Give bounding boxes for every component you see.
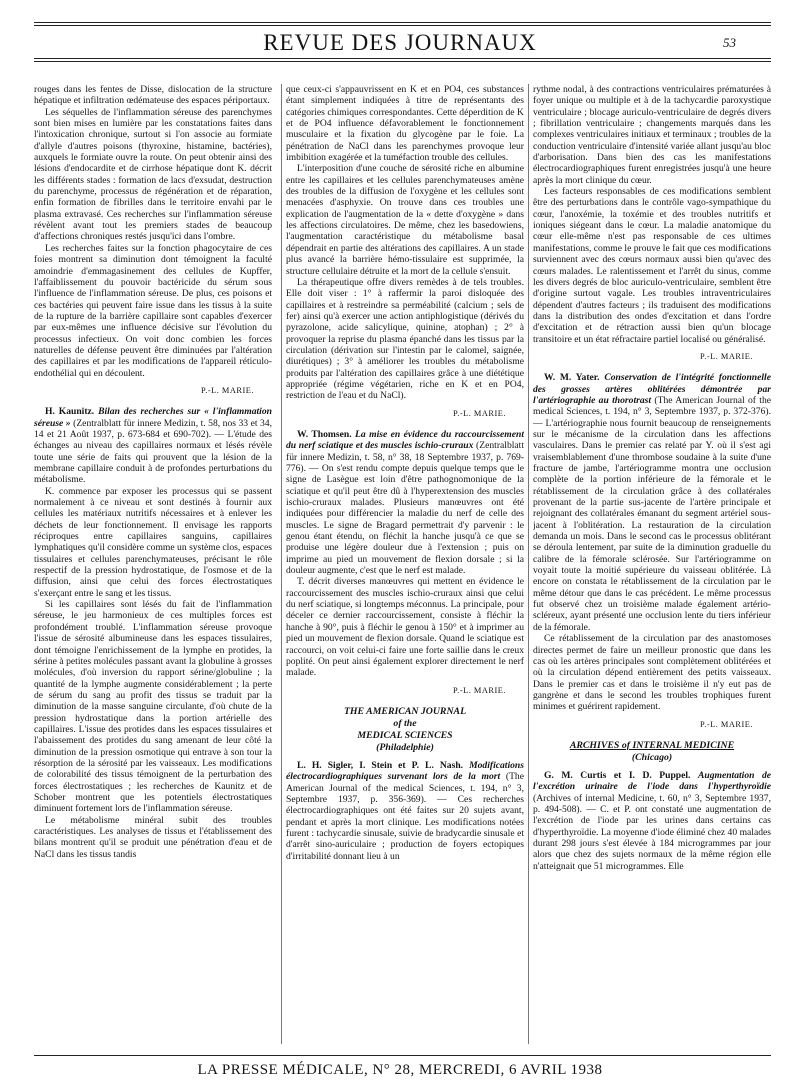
article-title: La mise en évidence du raccourcissement du nerf sciatique et des muscles ischio-cruraux	[286, 428, 524, 452]
paragraph: Le métabolisme minéral subit des troubles caractéristiques. Les analyses de tissus et l'établissement des bilans montrent qu'il se produit une pénétration d'eau et de NaCl dans les tissus tandis	[34, 814, 272, 860]
journal-city: (Chicago)	[631, 751, 673, 763]
article-authors: G. M. Curtis et I. D. Puppel.	[544, 769, 691, 781]
article-authors: L. H. Sigler, I. Stein et P. L. Nash.	[297, 759, 464, 771]
column-2	[286, 84, 524, 1054]
journal-section-heading	[533, 740, 771, 764]
article-abstract	[533, 372, 771, 633]
paragraph: que ceux-ci s'appauvrissent en K et en PO4, ces substances étant simplement indiquées à titre de représentants des catégories chimiques correspondantes. Cette déperdition de K et de PO4 influence défavorablement le fonctionnement musculaire et la fixation du glycogène par le foie. La pénétration de NaCl dans les parenchymes provoque leur imbibition exagérée et la tuméfaction trouble des cellules.	[286, 84, 524, 164]
article-reference: (Zentralblatt für innere Medizin, t. 58, n° 38, 18 Septembre 1937, p. 769-776). — On s'est rendu compte depuis quelque temps que le signe de Lasègue est loin d'être pathognomonique de la sciatique et qu'il peut être dû à l'hyperextension des muscles ischio-cruraux malades. Plusieurs manœuvres ont été indiquées pour différencier la maladie du nerf de celle des muscles. Le signe de Bragard permettrait d'y parvenir : le genou étant étendu, on fléchit la hanche jusqu'à ce que se produise une légère douleur due à l'extension ; puis on imprime au pied un mouvement de flexion dorsale ; si la douleur augmente, c'est que le nerf est malade.	[286, 440, 524, 577]
header-bottom-rule-double	[34, 61, 771, 62]
journal-name-line: ARCHIVES of INTERNAL MEDICINE	[569, 739, 735, 751]
article-reference: (The American Journal of the medical Sciences, t. 194, n° 3, Septembre 1937, p. 372-376). — L'artériographie nous fournit beaucoup de renseignements sur le mécanisme de la circulation dans les affections vasculaires. Dans le premier cas relaté par Y. où il s'est agi vraisemblablement d'une thrombose soudaine à la suite d'une fracture de jambe, l'artériogramme montra une occlusion complète de la portion inférieure de la fémorale et le rétablissement de la circulation grâce à des collatérales provenant de la partie sus-jacente de l'artère principale et rejoignant des collatérales émanant du segment artériel sous-jacent à l'oblitération. La restauration de la circulation demanda un mois. Dans le second cas le processus oblitérant se déroula lentement, par suite de la diminution graduelle du calibre de la fémorale sclérosée. Sur l'artériogramme on voyait toute la moitié supérieure du vaisseau oblitérée. Là encore on constata le rétablissement de la circulation par le même détour que dans le cas précédent. Le même processus fut observé chez un troisième malade également artério-scléreux, ayant présenté une occlusion lente du tiers inférieur de la fémorale.	[533, 394, 771, 633]
article-reference: (Archives of internal Medicine, t. 60, n° 3, Septembre 1937, p. 494-508). — C. et P. ont constaté une augmentation de l'excrétion de l'iode par les urines dans certains cas d'hyperthyroïdie. La moyenne d'iode éliminé chez 40 malades durant 298 jours s'est élevée à 184 microgrammes par jour alors que chez des sujets normaux de la même région elle n'atteignait que 51 microgrammes. Elle	[533, 792, 771, 872]
journal-name-line: of the	[393, 717, 417, 729]
article-abstract	[34, 406, 272, 485]
paragraph: L'interposition d'une couche de sérosité riche en albumine entre les capillaires et les cellules parenchymateuses amène des troubles de la diffusion de l'oxygène et les cellules sont menacées d'asphyxie. On trouve dans ces troubles une explication de l'augmentation de la « dette d'oxygène » dans les affections circulatoires. De même, chez les basedowiens, l'augmentation caractéristique du métabolisme basal dépendrait en partie des altérations des capillaires. A un stade plus avancé la barrière hémo-tissulaire est supprimée, la structure cellulaire détruite et la mort de la cellule s'ensuit.	[286, 163, 524, 277]
article-reference: (The American Journal of the medical Sciences, t. 194, n° 3, Septembre 1937, p. 356-369). — Ces recherches électrocardiographiques ont été faites sur 20 sujets avant, pendant et après la mort clinique. Les modifications notées furent : tachycardie sinusale, suivie de bradycardie sinusale et d'arrêt sino-auriculaire ; production de foyers ectopiques d'irritabilité donnant lieu à un	[286, 771, 524, 862]
signature: P.-L. MARIE.	[201, 385, 254, 395]
article-reference: (Zentralblatt für innere Medizin, t. 58, nos 33 et 34, 14 et 21 Août 1937, p. 673-684 et 690-702). — L'étude des échanges au niveau des capillaires normaux et lésés révèle toute une série de faits qui prouvent que la lésion de la membrane capillaire conduit à de profondes perturbations du métabolisme.	[34, 417, 272, 486]
signature: P.-L. MARIE.	[700, 351, 753, 361]
paragraph: K. commence par exposer les processus qui se passent normalement à ce niveau et sont destinés à fournir aux cellules les matériaux nutritifs nécessaires et à enlever les déchets de leur fonctionnement. Il envisage les rapports réciproques entre capillaires sanguins, capillaires lymphatiques qu'il considère comme un système clos, espaces tissulaires et cellules parenchymateuses, précisant le rôle respectif de la pression hydrostatique, de l'osmose et de la diffusion, ainsi que celui des forces électrostatiques s'exerçant entre le sang et les tissus.	[34, 485, 272, 599]
signature: P.-L. MARIE.	[453, 408, 506, 418]
article-authors: W. Thomsen.	[297, 428, 352, 440]
signature: P.-L. MARIE.	[453, 685, 506, 695]
paragraph: La thérapeutique offre divers remèdes à de tels troubles. Elle doit viser : 1° à raffermir la paroi disloquée des capillaires et à restreindre sa perméabilité (calcium ; sels de fer) ainsi qu'à exercer une action antiphlogistique (dérivés du pyrazolone, acide salicylique, quinine, atophan) ; 2° à provoquer la reprise du plasma épanché dans les tissus par la circulation (dérivation sur l'intestin par le calomel, saignée, diurétiques) ; 3° à améliorer les troubles du métabolisme produits par l'altération des capillaires grâce à une diététique appropriée (régime végétarien, riche en K et en PO4, restriction de l'eau et du NaCl).	[286, 276, 524, 402]
article-title: Augmentation de l'excrétion urinaire de l'iode dans l'hyperthyroïdie	[533, 769, 771, 793]
article-title: Bilan des recherches sur « l'inflammation séreuse »	[34, 406, 272, 429]
paragraph: Les séquelles de l'inflammation séreuse des parenchymes sont bien mises en lumière par les constatations faites dans l'intoxication chronique, surtout si l'on associe au formiate d'allyle d'autres poisons (thyroxine, histamine, bactéries), auxquels le formiate ouvre la route. On peut obtenir ainsi des lésions d'endocardite et de cirrhose hépatique dont K. décrit les différents stades : formation de lacs d'exsudat, destruction du parenchyme, processus de régénération et de réparation, enfin formation de fibrilles dans le territoire envahi par le plasma extravasé. Ces recherches sur l'inflammation séreuse révèlent avant tout les premiers stades de beaucoup d'affections chroniques restés jusqu'ici dans l'ombre.	[34, 106, 272, 243]
top-rule-double	[34, 25, 771, 26]
article-authors: H. Kaunitz.	[45, 406, 95, 418]
page-number: 53	[723, 35, 736, 50]
article-abstract	[286, 760, 524, 862]
article-authors: W. M. Yater.	[544, 372, 600, 384]
paragraph: T. décrit diverses manœuvres qui mettent en évidence le raccourcissement des muscles ischio-cruraux ainsi que celui du nerf sciatique, si longtemps méconnus. La principale, pour déceler ce dernier raccourcissement, consiste à fléchir la hanche à 90°, puis à fléchir le genou à 150° et à imprimer au pied un mouvement de flexion dorsale. Quand le sciatique est raccourci, on voit celui-ci faire une forte saillie dans le creux poplité. On peut ainsi également explorer directement le nerf malade.	[286, 576, 524, 679]
article-title: Conservation de l'intégrité fonctionnelle des grosses artères oblitérées démontrée par l'artériographie au thorotrast	[533, 372, 771, 406]
top-rule	[34, 22, 771, 23]
article-abstract	[533, 770, 771, 872]
journal-name-line: MEDICAL SCIENCES	[357, 729, 453, 741]
signature: P.-L. MARIE.	[700, 719, 753, 729]
page-header-title: REVUE DES JOURNAUX	[263, 30, 537, 55]
page-footer: LA PRESSE MÉDICALE, N° 28, MERCREDI, 6 AVRIL 1938	[197, 1062, 603, 1078]
column-divider	[281, 84, 282, 1044]
column-1	[34, 84, 272, 1054]
article-title: Modifications électrocardiographiques survenant lors de la mort	[286, 759, 524, 783]
paragraph: Les facteurs responsables de ces modifications semblent être des perturbations dans le contrôle vago-sympathique du cœur, l'anoxémie, la toxémie et des troubles nutritifs et ioniques siégeant dans le cœur. La maladie anatomique du cœur elle-même n'est pas responsable de ces ultimes manifestations, comme le prouve le fait que ces modifications surviennent avec des cœurs normaux aussi bien qu'avec des cœurs malades. Le ralentissement et l'arrêt du sinus, comme les divers degrés de bloc auriculo-ventriculaire, semblent être d'origine surtout vagale. Les troubles intraventriculaires dépendent d'autres facteurs ; ils traduisent des modifications dans la distribution des ondes d'excitation et dans l'ordre d'excitation et de rétraction aussi bien qu'un blocage transitoire et un état réfractaire partiel localisé ou généralisé.	[533, 186, 771, 345]
journal-section-heading	[286, 706, 524, 754]
article-abstract	[286, 429, 524, 576]
paragraph: Si les capillaires sont lésés du fait de l'inflammation séreuse, le jeu harmonieux de ces multiples forces est profondément troublé. L'inflammation séreuse provoque l'issue de sérosité albumineuse dans les espaces tissulaires, dont témoigne l'enrichissement de la lymphe en protides, la sérine à petites molécules passant avant la globuline à grosses molécules, d'où inversion du rapport sérine/globuline ; la quantité de la lymphe augmente considérablement ; la perte de sérum du sang au profit des tissus se traduit par la diminution de la masse sanguine circulante, d'où chute de la pression hydrostatique dans la portion artérielle des capillaires. L'issue des protides dans les espaces tissulaires et l'abaissement des protides du sang amenant de leur côté la diminution de la pression osmotique qui entrave à son tour la résorption de la sérosité par les vaisseaux. Les modifications de colorabilité des tissus témoignent de la perturbation des forces électrostatiques ; les recherches de Kaunitz et de Schober montrent que les potentiels électrostatiques diminuent fortement lors de l'inflammation séreuse.	[34, 599, 272, 815]
journal-city: (Philadelphie)	[376, 741, 434, 753]
column-3	[533, 84, 771, 1054]
paragraph: Les recherches faites sur la fonction phagocytaire de ces foies montrent sa diminution dont témoignent la faculté amoindrie d'emmagasinement des cellules de Kupffer, l'affaiblissement du pouvoir bactéricide du sérum sous l'influence de l'inflammation séreuse. De plus, ces poisons et ces bactéries qui peuvent faire issue dans les tissus à la suite de la rupture de la barrière capillaire sont capables d'exercer par eux-mêmes une influence décisive sur l'évolution du processus infectieux. On voit donc combien les forces naturelles de défense peuvent être diminuées par l'altération des capillaires et par les modifications de l'appareil réticulo-endothélial qui en découlent.	[34, 242, 272, 379]
header-bottom-rule	[34, 58, 771, 59]
paragraph: Ce rétablissement de la circulation par des anastomoses directes permet de faire un meilleur pronostic que dans les cas où les artères principales sont complètement oblitérées et où la circulation dépend entièrement des petits vaisseaux. Dans le premier cas et dans le troisième il n'y eut pas de gangrène et dans le second les troubles trophiques furent minimes et guérirent rapidement.	[533, 633, 771, 713]
column-divider	[528, 84, 529, 1044]
journal-name-line: THE AMERICAN JOURNAL	[343, 705, 467, 717]
paragraph: rythme nodal, à des contractions ventriculaires prématurées à foyer unique ou multiple et à de la tachycardie paroxystique ventriculaire ; blocage auriculo-ventriculaire de degrés divers ; fibrillation ventriculaire ; changements marqués dans les complexes ventriculaires initiaux et terminaux ; troubles de la conduction ventriculaire d'intensité variée allant jusqu'au bloc d'arborisation. Dans bien des cas les manifestations électrocardiographiques furent enregistrées jusqu'à une heure après la mort clinique du cœur.	[533, 84, 771, 186]
footer-top-rule	[34, 1055, 771, 1056]
paragraph: rouges dans les fentes de Disse, dislocation de la structure hépatique et infiltration œdémateuse des espaces périportaux.	[34, 84, 272, 107]
